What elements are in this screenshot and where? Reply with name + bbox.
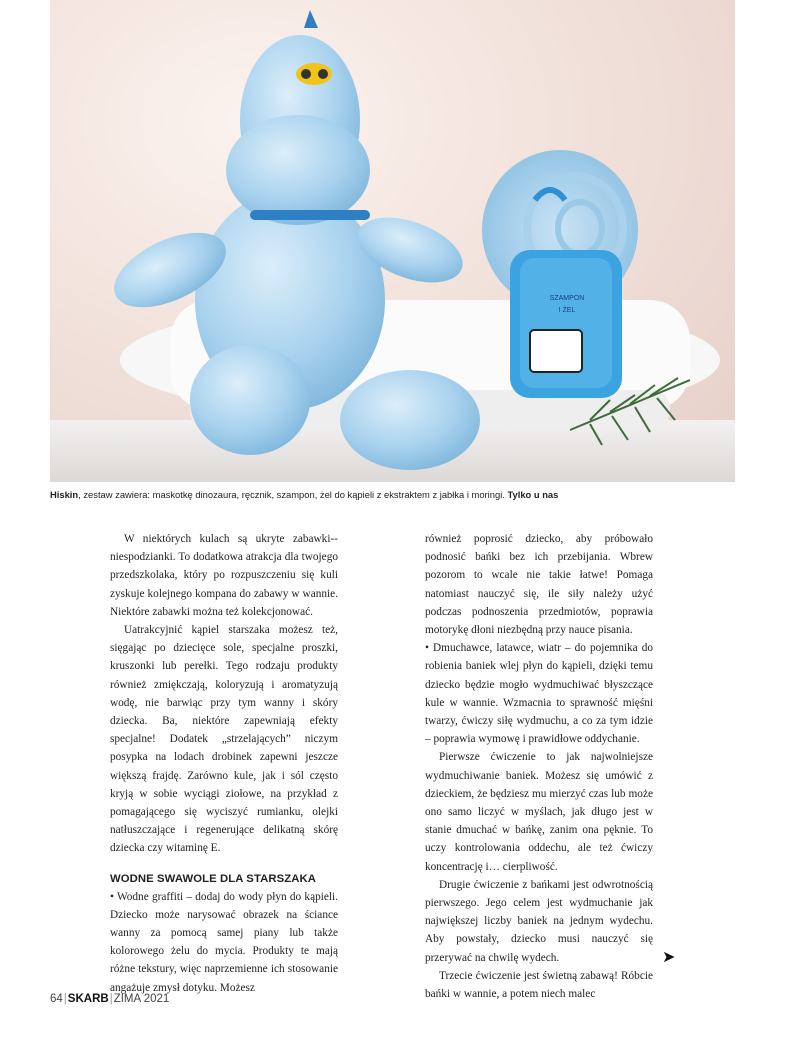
page-number: 64 (50, 993, 63, 1005)
article-column-left (110, 530, 338, 997)
magazine-name: SKARB (67, 993, 109, 1005)
paragraph: Uatrakcyjnić kąpiel starszaka możesz też, sięgając po dziecięce sole, specjalne proszki, kruszonki lub perełki. Tego rodzaju produkty również zmiękczają, koloryzują i aromatyzują wodę, nie barwiąc przy tym wanny i skóry dziecka. Ba, niektóre zapewniają efekty specjalne! Dodatek „strzelających” niczym posypka na lodach drobinek zapewni jeszcze większą frajdę. Zarówno kule, jak i sól często kryją w sobie wyciągi ziołowe, na przykład z pomagającego się wyciszyć rumianku, olejki natłuszczające i regenerujące delikatną skórę dziecka czy witaminę E. (110, 624, 338, 855)
photo-caption (50, 489, 740, 500)
paragraph: również poprosić dziecko, aby próbowało podnosić bańki bez ich przebijania. Wbrew pozorom to wcale nie takie łatwe! Pomaga natomiast nauczyć się, ile siły należy użyć podczas podnoszenia przedmiotów, poprawia motorykę dłoni niezbędną przy nauce pisania. (425, 533, 653, 637)
paragraph: Drugie ćwiczenie z bańkami jest odwrotnością pierwszego. Jego celem jest wydmuchanie jak największej liczby baniek na jednym wydechu. Aby powstały, dziecko musi nauczyć się przerywać na chwilę wydech. (425, 878, 653, 964)
paragraph: W niektórych kulach są ukryte zabawki--niespodzianki. To dodatkowa atrakcja dla twojego przedszkolaka, który po rozpuszczeniu się kuli zyskuje kolejnego kompana do zabawy w wannie. Niektóre zabawki można też kolekcjonować. (110, 533, 338, 618)
section-heading: WODNE SWAWOLE DLA STARSZAKA (110, 872, 317, 885)
article-column-right (425, 530, 653, 1003)
caption-text: , zestaw zawiera: maskotkę dinozaura, ręcznik, szampon, żel do kąpieli z ekstraktem z jabłka i moringi. (78, 489, 508, 500)
dinosaur-plush-photo (50, 0, 735, 482)
paragraph: • Wodne graffiti – dodaj do wody płyn do kąpieli. Dziecko może narysować obrazek na ściance wanny za pomocą samej piany lub także kolorowego żelu do mycia. Produkty te mają różne tekstury, więc naprzemienne ich stosowanie angażuje zmysł dotyku. Możesz (110, 890, 338, 994)
svg-text:SZAMPON: SZAMPON (549, 295, 585, 302)
page-footer: 64|SKARB|ZIMA 2021 (50, 993, 170, 1005)
paragraph: Pierwsze ćwiczenie to jak najwolniejsze wydmuchiwanie baniek. Możesz się umówić z dzieckiem, że będziesz mu mierzyć czas lub może ono samo liczyć w myślach, jak długo jest w stanie dmuchać w bańkę, zanim ona pęknie. To uczy kontrolowania oddechu, ale też ćwiczy koncentrację i… cierpliwość. (425, 751, 653, 873)
caption-brand: Hiskin (50, 489, 79, 500)
continue-arrow-icon: ➤ (662, 947, 676, 966)
caption-tag: Tylko u nas (507, 489, 559, 500)
paragraph: • Dmuchawce, latawce, wiatr – do pojemnika do robienia baniek wlej płyn do kąpieli, dzięki temu dziecko będzie mogło wydmuchiwać błyszczące kule w wannie. Wzmacnia to sprawność mięśni twarzy, ćwiczy siłę wydmuchu, a co za tym idzie – poprawia wymowę i prawidłowe oddychanie. (425, 642, 653, 746)
paragraph: Trzecie ćwiczenie jest świetną zabawą! Róbcie bańki w wannie, a potem niech malec (425, 969, 653, 1001)
product-photo (50, 0, 735, 482)
issue-label: ZIMA 2021 (113, 993, 170, 1005)
svg-text:I ŻEL: I ŻEL (558, 307, 576, 314)
